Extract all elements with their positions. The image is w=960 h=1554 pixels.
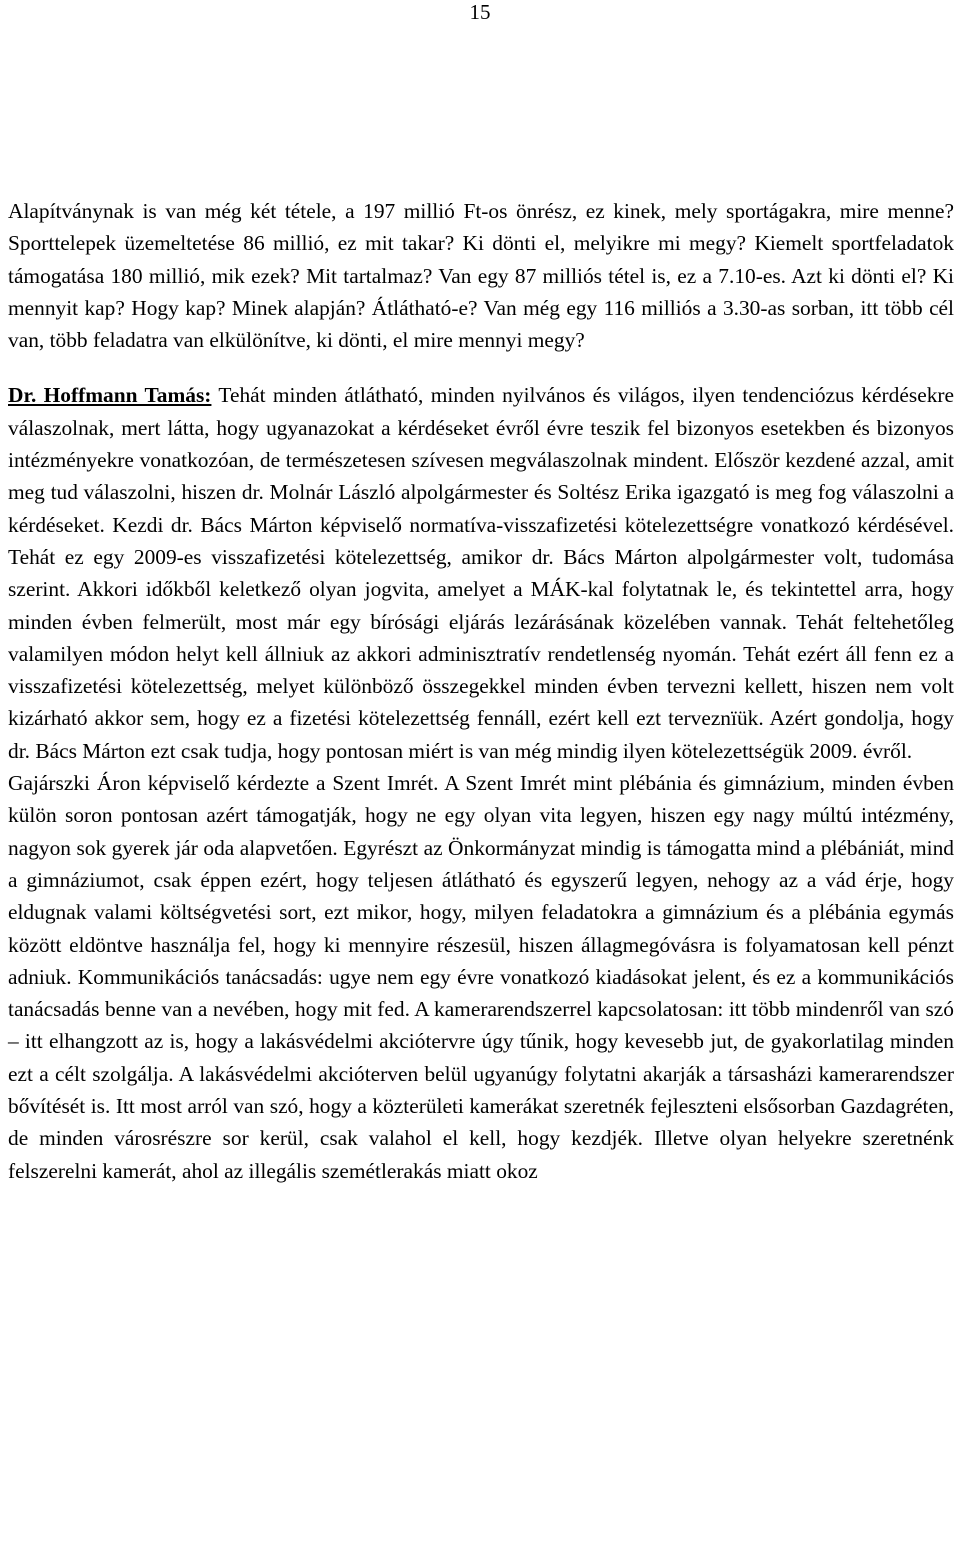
response-text: Tehát minden átlátható, minden nyilvános és világos, ilyen tendenciózus kérdésekre válaszolnak, mert látta, hogy ugyanazokat a kérdéseket évről évre teszik fel bizonyos esetekben és bizonyos intézményekre vonatkozóan, de természetesen szívesen megválaszolnak mindent. Először kezdené azzal, amit meg tud válaszolni, hiszen dr. Molnár László alpolgármester és Soltész Erika igazgató is meg fog válaszolni a kérdéseket. Kezdi dr. Bács Márton képviselő normatíva-visszafizetési kötelezettségre vonatkozó kérdésével. Tehát ez egy 2009-es visszafizetési kötelezettség, amikor dr. Bács Márton alpolgármester volt, tudomása szerint. Akkori időkből keletkező olyan jogvita, amelyet a MÁK-kal folytatnak le, és tekintettel arra, hogy minden évben felmerült, most már egy bírósági eljárás lezárásának közelében vannak. Tehát feltehetőleg valamilyen módon helyt kell állniuk az akkori adminisztratív rendetlenség nyomán. Tehát ezért áll fenn ez a visszafizetési kötelezettség, melyet különböző összegekkel minden évben tervezni kellett, hiszen nem volt kizárható akkor sem, hogy ez a fizetési kötelezettség fennáll, ezért kell ezt terveznïük. Azért gondolja, hogy dr. Bács Márton ezt csak tudja, hogy pontosan miért is van még mindig ilyen kötelezettségük 2009. évről. — [8, 383, 955, 763]
paragraph-questions: Alapítványnak is van még két tétele, a 197 millió Ft-os önrész, ez kinek, mely sportágakra, mire menne? Sporttelepek üzemeltetése 86 millió, ez mit takar? Ki dönti el, melyikre mi megy? Kiemelt sportfeladatok támogatása 180 millió, mik ezek? Mit tartalmaz? Van egy 87 milliós tétel is, ez a 7.10-es. Azt ki dönti el? Ki mennyit kap? Hogy kap? Minek alapján? Átlátható-e? Van még egy 116 milliós a 3.30-as sorban, itt több cél van, több feladatra van elkülönítve, ki dönti, el mire mennyi megy? — [8, 199, 954, 353]
paragraph-response — [8, 379, 954, 767]
paragraph-continuation: Gajárszki Áron képviselő kérdezte a Szent Imrét. A Szent Imrét mint plébánia és gimnázium, minden évben külön soron pontosan azért támogatják, hogy ne egy olyan vita legyen, hiszen egy nagy múltú intézmény, nagyon sok gyerek jár oda alapvetően. Egyrészt az Önkormányzat mindig is támogatta mind a plébániát, mind a gimnáziumot, csak éppen ezért, hogy teljesen átlátható és egyszerű legyen, nehogy az a vád érje, hogy eldugnak valami költségvetési sort, ezt mikor, hogy, milyen feladatokra a gimnázium és a plébánia egymás között eldöntve használja fel, hogy ki mennyire részesül, hiszen állagmegóvásra is folyamatosan kell pénzt adniuk. Kommunikációs tanácsadás: ugye nem egy évre vonatkozó kiadásokat jelent, és ez a kommunikációs tanácsadás benne van a nevében, hogy mit fed. A kamerarendszerrel kapcsolatosan: itt több mindenről van szó – itt elhangzott az is, hogy a lakásvédelmi akciótervre úgy tűnik, hogy kevesebb jut, de gyakorlatilag minden ezt a célt szolgálja. A lakásvédelmi akcióterven belül ugyanúgy folytatni akarják a társasházi kamerarendszer bővítését is. Itt most arról van szó, hogy a közterületi kamerákat szeretnék fejleszteni elsősorban Gazdagréten, de minden városrészre sor kerül, csak valahol el kell, hogy kezdjék. Illetve olyan helyekre szeretnénk felszerelni kamerát, ahol az illegális szemétlerakás miatt okoz — [8, 771, 954, 1183]
speaker-name: Dr. Hoffmann Tamás: — [8, 383, 212, 408]
page-number: 15 — [469, 0, 491, 24]
paragraph-spacer — [8, 356, 954, 379]
document-body — [8, 195, 954, 1187]
